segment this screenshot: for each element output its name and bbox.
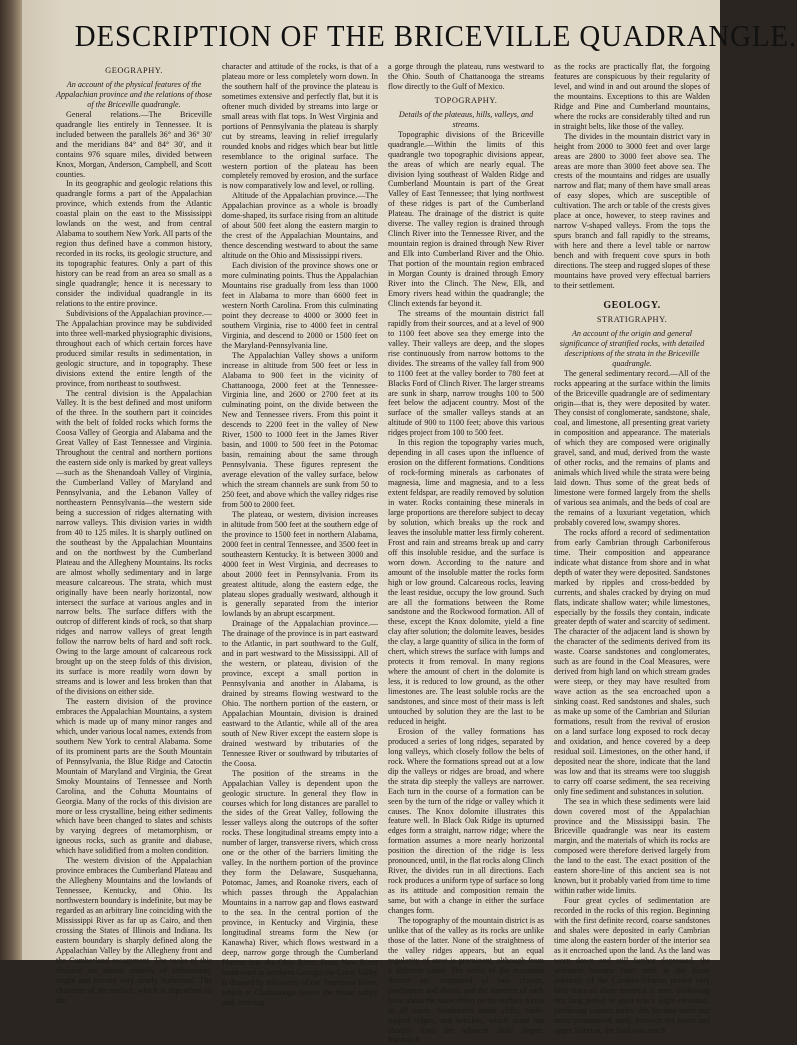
paragraph: Erosion of the valley formations has produced a series of long ridges, separated by long valleys, which closely follow the belts of rock. Where the formations spread out at a low dip the valleys or ridges are broad, and where the strata dip steeply the valleys are narrower. Each turn in the course of a formation can be seen by the turn of the ridge or valley which it causes. The Knox dolomite illustrates this feature well. In Black Oak Ridge its upturned edges form a straight, narrow ridge; where the formation assumes a more nearly horizontal position the direction of the ridge is less pronounced, until, in the flat rocks along Clinch River, the divides run in all directions. Each rock produces a uniform type of surface so long as its attitude and composition remain the same, but with a change in either the surface changes form. (388, 726, 544, 916)
paragraph: as the rocks are practically flat, the forgoing features are conspicuous by their regularity of level, and wind in and out around the slopes of the mountains. Exceptions to this are Walden Ridge and Pine and Cumberland mountains, where the rocks are considerably tilted and run in straight belts, like those of the valley. (554, 62, 710, 131)
section-heading-topography: TOPOGRAPHY. (434, 95, 498, 105)
paragraph: The eastern division of the province embraces the Appalachian Mountains, a system which is made up of many minor ranges and which, under various local names, extends from southern New York to central Alabama. Some of its prominent parts are the South Mountain of Pennsylvania, the Blue Ridge and Catoctin Mountain of Maryland and Virginia, the Great Smoky Mountains of Tennessee and North Carolina, and the Cohutta Mountains of Georgia. Many of the rocks of this division are more or less crystalline, being either sediments which have been changed to slates and schists by varying degrees of metamorphism, or igneous rocks, such as granite and diabase, which have solidified from a molten condition. (56, 697, 212, 856)
paragraph: The streams of the mountain district fall rapidly from their sources, and at a level of 900 to 1100 feet above sea they emerge into the valley. Their valleys are deep, and the slopes rise continuously from narrow bottoms to the divides. The streams of the valley fall from 900 to 1100 feet at the valley border to 780 feet at Blacks Ford of Clinch River. The larger streams are sunk in sharp, narrow troughs 100 to 500 feet below the adjacent country. Most of the surface of the smaller valleys stands at an altitude of 900 to 1100 feet; above this various ridges project from 100 to 500 feet. (388, 308, 544, 438)
paragraph: Altitude of the Appalachian province.—The Appalachian province as a whole is broadly dome-shaped, its surface rising from an altitude of about 500 feet along the eastern margin to the crest of the Appalachian Mountains, and thence descending westward to about the same altitude on the Ohio and Mississippi rivers. (222, 191, 378, 261)
section-heading-geography: GEOGRAPHY. (105, 66, 163, 75)
paragraph: The central division is the Appalachian Valley. It is the best defined and most uniform of the three. In the southern part it coincides with the belt of folded rocks which forms the Coosa Valley of Georgia and Alabama and the Great Valley of East Tennessee and Virginia. Throughout the central and northern portions the eastern side only is marked by great valleys—such as the Shenandoah Valley of Virginia, the Cumberland Valley of Maryland and Pennsylvania, and the Lebanon Valley of northeastern Pennsylvania—the western side being a succession of ridges alternating with narrow valleys. This division varies in width from 40 to 125 miles. It is sharply outlined on the southeast by the Appalachian Mountains and on the northwest by the Cumberland Plateau and the Allegheny Mountains. Its rocks are almost wholly sedimentary and in large measure calcareous. The strata, which must originally have been nearly horizontal, now intersect the surface at various angles and in narrow belts. The surface differs with the outcrop of different kinds of rock, so that sharp ridges and narrow valleys of great length follow the narrow belts of hard and soft rock. Owing to the large amount of calcareous rock brought up on the steep folds of this division, its surface is more readily worn down by streams and is lower and less broken than that of the divisions on either side. (56, 388, 212, 697)
column-1 (56, 62, 213, 1005)
text-columns (56, 62, 710, 1045)
paragraph: The Appalachian Valley shows a uniform increase in altitude from 500 feet or less in Alabama to 900 feet in the vicinity of Chattanooga, 2000 feet at the Tennessee-Virginia line, and 2600 or 2700 feet at its culminating point, on the divide between the New and Tennessee rivers. From this point it descends to 2200 feet in the valley of New River, 1500 to 1000 feet in the James River basin, and 1000 to 500 feet in the Potomac basin, remaining about the same through Pennsylvania. These figures represent the average elevation of the valley surface, below which the stream channels are sunk from 50 to 250 feet, and above which the valley ridges rise from 500 to 2000 feet. (222, 350, 378, 509)
section-heading-geology: GEOLOGY. (603, 299, 661, 311)
column-4 (554, 62, 710, 1035)
column-2 (222, 62, 378, 1007)
paragraph: In this region the topography varies much, depending in all cases upon the influence of erosion on the different formations. Conditions of rock-forming minerals as carbonates of magnesia, lime and magnesia, and to a less extent feldspar, are readily removed by solution in water. Rocks containing these minerals in large proportions are therefore subject to decay by solution, which breaks up the rock and leaves the insoluble matter less firmly coherent. Frost and rain and streams break up and carry off this insoluble residue, and the surface is worn down. According to the nature and amount of the insoluble matter the rocks form high or low ground. Calcareous rocks, leaving the least residue, occupy the low ground. Such are all the formations between the Rome sandstone and the Rockwood formation. All of these, except the Knox dolomite, yield a fine clay after solution; the dolomite leaves, besides the clay, a large quantity of silica in the form of chert, which strews the surface with lumps and protects it from removal. In many regions where the amount of chert in the dolomite is less, it is reduced to low ground, as the other limestones are. The least soluble rocks are the sandstones, and since most of their mass is left untouched by solution they are the last to be reduced in height. (388, 438, 544, 726)
paragraph: In its geographic and geologic relations this quadrangle forms a part of the Appalachian province, which extends from the Atlantic coastal plain on the east to the Mississippi lowlands on the west, and from central Alabama to southern New York. All parts of the region thus defined have a common history, recorded in its rocks, its geologic structure, and its topographic features. Only a part of this history can be read from an area so small as a single quadrangle; hence it is necessary to consider the individual quadrangle in its relations to the entire province. (56, 179, 212, 308)
paragraph: The sea in which these sediments were laid down covered most of the Appalachian province and the Mississippi basin. The Briceville quadrangle was near its eastern margin, and the materials of which its rocks are composed were therefore derived largely from the land to the east. The exact position of the eastern shore-line of this ancient sea is not known, but it probably varied from time to time within rather wide limits. (554, 796, 710, 896)
paragraph: Topographic divisions of the Briceville quadrangle.—Within the limits of this quadrangle two topographic divisions appear, the areas of which are nearly equal. The division lying southeast of Walden Ridge and Cumberland Mountain is part of the Great Valley of East Tennessee; that lying northwest of these ridges is part of the Cumberland Plateau. The drainage of the district is quite diverse. The valley region is drained through Clinch River into the Tennessee River, and the mountain region is drained through New River and Elk into Cumberland River and the Ohio. That portion of the mountain region embraced in Morgan County is drained through Emory River into the Clinch. The New, Elk, and Emory rivers head within the quadrangle; the Clinch extends far beyond it. (388, 129, 544, 308)
paragraph: character and attitude of the rocks, is that of a plateau more or less completely worn down. In the southern half of the province the plateau is sometimes extensive and perfectly flat, but it is oftener much divided by streams into large or small areas with flat tops. In West Virginia and portions of Pennsylvania the plateau is sharply cut by streams, leaving in relief irregularly rounded knobs and ridges which bear but little resemblance to the original surface. The western portion of the plateau has been completely removed by erosion, and the surface is now comparatively low and level, or rolling. (222, 62, 378, 191)
book-spine (0, 0, 22, 960)
section-summary: An account of the physical features of the Appalachian province and the relations of those of the Briceville quadrangle. (56, 79, 213, 109)
paragraph: a gorge through the plateau, runs westward to the Ohio. South of Chattanooga the streams flow directly to the Gulf of Mexico. (388, 62, 544, 91)
paragraph: General relations.—The Briceville quadrangle lies entirely in Tennessee. It is included between the parallels 36° and 36° 30' and the meridians 84° and 84° 30', and it contains 976 square miles, divided between Knox, Morgan, Anderson, Campbell, and Scott counties. (56, 109, 212, 179)
paragraph: Four great cycles of sedimentation are recorded in the rocks of this region. Beginning with the first definite record, coarse sandstones and shales were deposited in early Cambrian time along the eastern border of the interior sea as it encroached upon the land. As the land was worn down and still further depressed, the sediment became finer until in the Knox dolomite of the Cambro-Silurian period very little trace of shore material is seen. Following this long period of quiet was a slight elevation, producing coarser rocks; this became more and more pronounced, until, between the lower and upper Silurian, the land was much (554, 896, 710, 1035)
page-title: DESCRIPTION OF THE BRICEVILLE QUADRANGLE. (74, 18, 797, 53)
paragraph: The general sedimentary record.—All of the rocks appearing at the surface within the limits of the Briceville quadrangle are of sedimentary origin—that is, they were deposited by water. They consist of conglomerate, sandstone, shale, coal, and limestone, all presenting great variety in composition and appearance. The materials of which they are composed were originally gravel, sand, and mud, derived from the waste of other rocks, and the remains of plants and animals which lived while the strata were being laid down. Thus some of the great beds of limestone were formed largely from the shells of various sea animals, and the beds of coal are the remains of a luxuriant vegetation, which probably covered low, swampy shores. (554, 368, 710, 527)
paragraph: The rocks afford a record of sedimentation from early Cambrian through Carboniferous time. Their composition and appearance indicate what distance from shore and in what depth of water they were deposited. Sandstones marked by ripples and cross-bedded by currents, and shales cracked by drying on mud flats, indicate shallow water; while limestones, especially by the fossils they contain, indicate greater depth of water and scarcity of sediment. The character of the adjacent land is shown by the character of the sediments derived from its waste. Coarse sandstones and conglomerates, such as are found in the Coal Measures, were derived from high land on which stream grades were steep, or they may have resulted from wave action as the sea encroached upon a sinking coast. Red sandstones and shales, such as make up some of the Cambrian and Silurian formations, result from the revival of erosion on a land surface long exposed to rock decay and oxidation, and hence covered by a deep residual soil. Limestones, on the other hand, if deposited near the shore, indicate that the land was low and that its streams were too sluggish to carry off coarse sediment, the sea receiving only fine sediment and substances in solution. (554, 527, 710, 796)
paragraph: Drainage of the Appalachian province.—The drainage of the province is in part eastward to the Atlantic, in part southward to the Gulf, and in part westward to the Mississippi. All of the western, or plateau, division of the province, except a small portion in Pennsylvania and another in Alabama, is drained by streams flowing westward to the Ohio. The northern portion of the eastern, or Appalachian Mountain, division is drained eastward to the Atlantic, while all of the area south of New River except the eastern slope is drained westward by tributaries of the Tennessee River or southward by tributaries of the Coosa. (222, 619, 378, 768)
section-summary: An account of the origin and general significance of stratified rocks, with detailed descriptions of the strata in the Briceville quadrangle. (559, 328, 705, 368)
paragraph: The plateau, or western, division increases in altitude from 500 feet at the southern edge of the province to 1500 feet in northern Alabama, 2000 feet in central Tennessee, and 3500 feet in southeastern Kentucky. It is between 3000 and 4000 feet in West Virginia, and decreases to about 2000 feet in Pennsylvania. From its greatest altitude, along the eastern edge, the plateau slopes gradually westward, although it is generally separated from the interior lowlands by an abrupt escarpment. (222, 509, 378, 619)
paragraph: The position of the streams in the Appalachian Valley is dependent upon the geologic structure. In general they flow in courses which for long distances are parallel to the sides of the Great Valley, following the lesser valleys along the outcrops of the softer rocks. These longitudinal streams empty into a number of larger, transverse rivers, which cross one or the other of the barriers limiting the valley. In the northern portion of the province they form the Delaware, Susquehanna, Potomac, James, and Roanoke rivers, each of which passes through the Appalachian Mountains in a narrow gap and flows eastward to the sea. In the central portion of the province, in Kentucky and Virginia, these longitudinal streams form the New (or Kanawha) River, which flows westward in a deep, narrow gorge through the Cumberland Plateau into the Ohio River. From New River southward to northern Georgia the Great Valley is drained by tributaries of the Tennessee River, which at Chattanooga leaves the broad valley and, entering (222, 768, 378, 1007)
section-summary: Details of the plateaus, hills, valleys, and streams. (398, 109, 534, 129)
subsection-heading-stratigraphy: STRATIGRAPHY. (596, 314, 668, 324)
paragraph: Each division of the province shows one or more culminating points. Thus the Appalachian Mountains rise gradually from less than 1000 feet in Alabama to more than 6600 feet in western North Carolina. From this culminating point they decrease to 4000 or 3000 feet in southern Virginia, rise to 4000 feet in central Virginia, and descend to 2000 or 1500 feet on the Maryland-Pennsylvania line. (222, 261, 378, 350)
paragraph: The western division of the Appalachian province embraces the Cumberland Plateau and the Allegheny Mountains and the lowlands of Tennessee, Kentucky, and Ohio. Its northwestern boundary is indefinite, but may be regarded as an arbitrary line coinciding with the Mississippi River as far up as Cairo, and then crossing the States of Illinois and Indiana. Its eastern boundary is sharply defined along the Appalachian Valley by the Allegheny front and the Cumberland escarpment. The rocks of this division are almost entirely of sedimentary origin and remain very nearly horizontal. The character of the surface, which is dependent on the (56, 856, 212, 1005)
column-3 (388, 62, 544, 1045)
paragraph: The divides in the mountain district vary in height from 2000 to 3000 feet and over large areas are 2800 to 3000 feet above sea. The areas are more than 3000 feet above sea. The crests of the mountains and ridges are usually narrow and flat; many of them have small areas of easy slopes, which are susceptible of cultivation. The arch or table of the crests gives place at once, however, to steep ravines and narrow V-shaped valleys. From the tops the spurs branch and fall rapidly to the streams, with here and there a level table or narrow bench and with frequent cove spurs in both directions. The steep and rugged slopes of these mountains have proved very effectual barriers to their settlement. (554, 131, 710, 290)
document-page (22, 0, 797, 1045)
paragraph: The topography of the mountain district is as unlike that of the valley as its rocks are unlike those of the latter. None of the straightness of the valley ridges appears, but an equal regularity of crest is prominent, although from a different cause. The rocks of the mountain district are composed of two classes, sandstones and shales, and the varieties of each have about the same effect on the surface forms in all cases. Sandstones make cliffs, table-topped ridges, and benches, which stand out sharply from the adjacent shale slopes. Inasmuch (388, 916, 544, 1045)
paragraph: Subdivisions of the Appalachian province.—The Appalachian province may be subdivided into three well-marked physiographic divisions, throughout each of which certain forces have produced similar results in sedimentation, in geologic structure, and in topography. These divisions extend the entire length of the province, from northeast to southwest. (56, 308, 212, 388)
